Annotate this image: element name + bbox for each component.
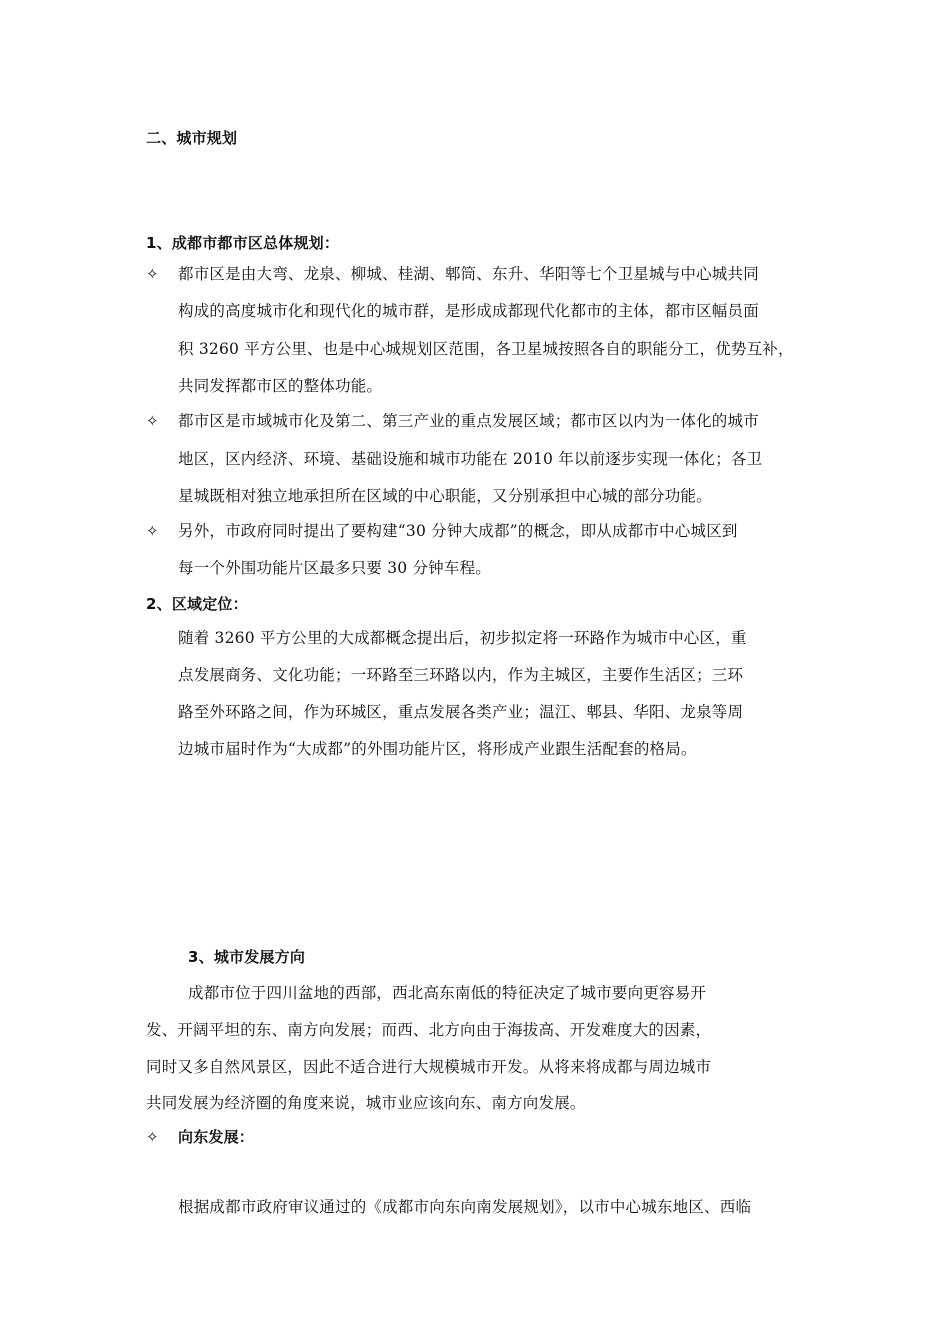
bullet-icon: ✧ (146, 265, 159, 283)
heading-development-direction: 3、城市发展方向 (188, 948, 306, 966)
paragraph-line: 根据成都市政府审议通过的《成都市向东向南发展规划》，以市中心城东地区、西临 (178, 1198, 752, 1216)
section-title: 二、城市规划 (146, 129, 238, 147)
heading-overall-plan: 1、成都市都市区总体规划： (146, 234, 340, 252)
paragraph-line: 构成的高度城市化和现代化的城市群，是形成成都现代化都市的主体，都市区幅员面 (178, 302, 759, 320)
paragraph-line: 点发展商务、文化功能；一环路至三环路以内，作为主城区，主要作生活区；三环 (178, 666, 744, 684)
heading-regional-positioning: 2、区域定位： (146, 595, 248, 613)
paragraph-line: 共同发挥都市区的整体功能。 (178, 377, 383, 395)
paragraph-line: 每一个外围功能片区最多只要 30 分钟车程。 (178, 559, 491, 577)
paragraph-line: 都市区是市域城市化及第二、第三产业的重点发展区域；都市区以内为一体化的城市 (178, 412, 759, 430)
paragraph-line: 地区，区内经济、环境、基础设施和城市功能在 2010 年以前逐步实现一体化；各卫 (178, 450, 763, 468)
paragraph-line: 积 3260 平方公里、也是中心城规划区范围，各卫星城按照各自的职能分工，优势互补， (178, 340, 794, 358)
bullet-icon: ✧ (146, 412, 159, 430)
paragraph-line: 同时又多自然风景区，因此不适合进行大规模城市开发。从将来将成都与周边城市 (146, 1058, 712, 1076)
subheading-east-development: 向东发展： (178, 1128, 255, 1146)
paragraph-line: 路至外环路之间，作为环城区，重点发展各类产业；温江、郫县、华阳、龙泉等周 (178, 703, 744, 721)
paragraph-line: 成都市位于四川盆地的西部，西北高东南低的特征决定了城市要向更容易开 (188, 984, 707, 1002)
paragraph-line: 发、开阔平坦的东、南方向发展；而西、北方向由于海拔高、开发难度大的因素， (146, 1021, 712, 1039)
bullet-icon: ✧ (146, 522, 159, 540)
paragraph-line: 另外，市政府同时提出了要构建“30 分钟大成都”的概念，即从成都市中心城区到 (178, 522, 738, 540)
paragraph-line: 边城市届时作为“大成都”的外围功能片区，将形成产业跟生活配套的格局。 (178, 740, 697, 758)
paragraph-line: 共同发展为经济圈的角度来说，城市业应该向东、南方向发展。 (146, 1094, 586, 1112)
bullet-icon: ✧ (146, 1128, 159, 1146)
paragraph-line: 都市区是由大弯、龙泉、柳城、桂湖、郫筒、东升、华阳等七个卫星城与中心城共同 (178, 265, 759, 283)
paragraph-line: 随着 3260 平方公里的大成都概念提出后，初步拟定将一环路作为城市中心区，重 (178, 629, 747, 647)
paragraph-line: 星城既相对独立地承担所在区域的中心职能，又分别承担中心城的部分功能。 (178, 487, 712, 505)
